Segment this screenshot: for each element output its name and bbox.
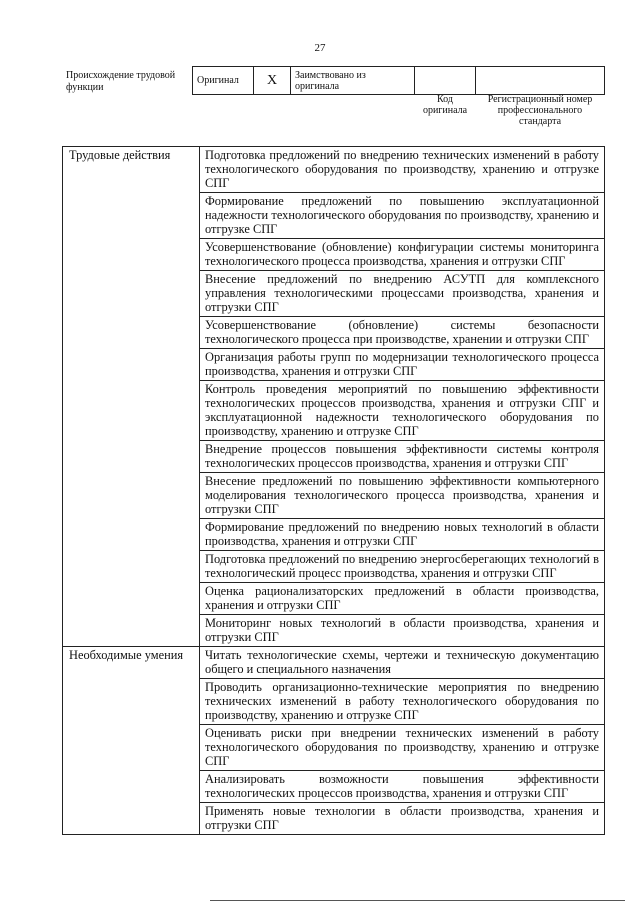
- section-label: Необходимые умения: [63, 647, 200, 835]
- section-item: Подготовка предложений по внедрению технических изменений в работу технологического оборудования по производству, хранению и отгрузке СПГ: [200, 147, 605, 193]
- origin-label: Происхождение трудовой функции: [66, 70, 176, 93]
- origin-original-cell: [193, 67, 254, 95]
- page-number: 27: [314, 42, 326, 54]
- section-item: Применять новые технологии в области производства, хранения и отгрузки СПГ: [200, 803, 605, 835]
- section-item: Внесение предложений по внедрению АСУТП для комплексного управления технологическими процессами производства, хранения и отгрузки СПГ: [200, 271, 605, 317]
- bottom-rule: [210, 900, 625, 901]
- table-row: [63, 147, 605, 193]
- section-item: Внедрение процессов повышения эффективности системы контроля технологических процессов производства, хранения и отгрузки СПГ: [200, 441, 605, 473]
- section-item: Мониторинг новых технологий в области производства, хранения и отгрузки СПГ: [200, 615, 605, 647]
- section-item: Оценка рационализаторских предложений в области производства, хранения и отгрузки СПГ: [200, 583, 605, 615]
- origin-reg-cell: [476, 67, 605, 95]
- section-item: Подготовка предложений по внедрению энергосберегающих технологий в технологический процесс производства, хранения и отгрузки СПГ: [200, 551, 605, 583]
- origin-reg-caption: Регистрационный номер профессионального стандарта: [487, 94, 593, 127]
- section-item: Анализировать возможности повышения эффективности технологических процессов производства, хранения и отгрузки СПГ: [200, 771, 605, 803]
- origin-table: [192, 66, 605, 95]
- section-item: Проводить организационно-технические мероприятия по внедрению технических изменений в работу технологического оборудования по производству, хранению и отгрузке СПГ: [200, 679, 605, 725]
- origin-borrowed-label: Заимствовано из оригинала: [295, 69, 366, 92]
- table-row: [63, 647, 605, 679]
- origin-original-mark: X: [254, 67, 291, 95]
- section-item: Усовершенствование (обновление) системы безопасности технологического процесса при производстве, хранении и отгрузки СПГ: [200, 317, 605, 349]
- section-item: Контроль проведения мероприятий по повышению эффективности технологических процессов производства, хранения и отгрузки СПГ и эксплуатационной надежности технологического оборудования по производству, хранению и отгрузке СПГ: [200, 381, 605, 441]
- section-item: Читать технологические схемы, чертежи и техническую документацию общего и специального назначения: [200, 647, 605, 679]
- labor-function-table: [62, 146, 605, 835]
- section-item: Усовершенствование (обновление) конфигурации системы мониторинга технологического процесса производства, хранения и отгрузки СПГ: [200, 239, 605, 271]
- section-item: Формирование предложений по повышению эксплуатационной надежности технологического оборудования по производству, хранению и отгрузке СПГ: [200, 193, 605, 239]
- section-item: Организация работы групп по модернизации технологического процесса производства, хранения и отгрузки СПГ: [200, 349, 605, 381]
- origin-code-cell: [415, 67, 476, 95]
- section-item: Внесение предложений по повышению эффективности компьютерного моделирования технологического процесса производства, хранения и отгрузки СПГ: [200, 473, 605, 519]
- section-item: Оценивать риски при внедрении технических изменений в работу технологического оборудования по производству, хранению и отгрузке СПГ: [200, 725, 605, 771]
- section-label: Трудовые действия: [63, 147, 200, 647]
- origin-original-label: Оригинал: [197, 75, 239, 86]
- origin-borrowed-cell: [291, 67, 415, 95]
- section-item: Формирование предложений по внедрению новых технологий в области производства, хранения и отгрузки СПГ: [200, 519, 605, 551]
- origin-code-caption: Код оригинала: [422, 94, 468, 116]
